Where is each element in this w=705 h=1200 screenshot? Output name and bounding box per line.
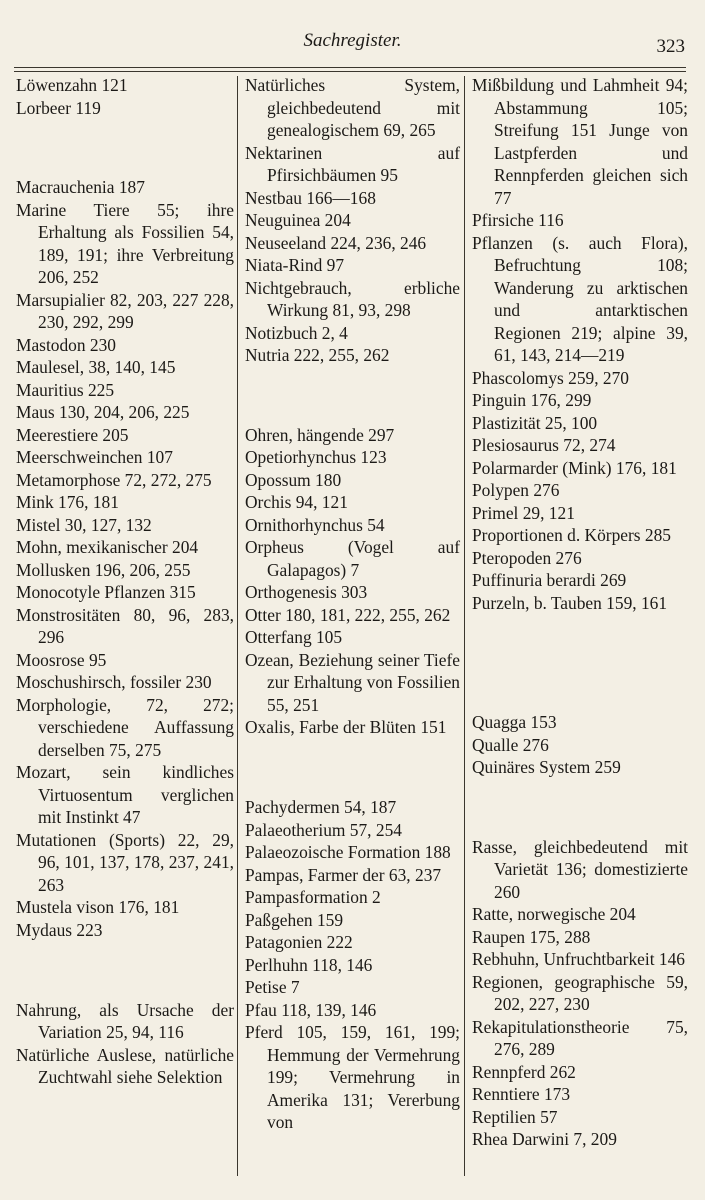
index-entry: Pinguin 176, 299 — [472, 390, 592, 410]
index-entry: Opossum 180 — [245, 469, 342, 490]
index-entry: Renntiere 173 — [472, 1084, 571, 1105]
index-entry: Qualle 276 — [472, 734, 549, 755]
index-entry: Plesiosaurus 72, 274 — [472, 435, 616, 455]
index-entry: Paßgehen 159 — [245, 909, 344, 930]
index-entry: Mollusken 196, 206, 255 — [16, 559, 191, 580]
index-column-2 — [245, 74, 460, 1134]
index-entry: Mutationen (Sports) 22, 29, 96, 101, 137, 178, 237, 241, 263 — [16, 829, 234, 895]
page-number: 323 — [656, 36, 685, 57]
index-entry: Ornithorhynchus 54 — [245, 514, 385, 535]
section-gap — [472, 671, 688, 694]
index-entry: Mistel 30, 127, 132 — [16, 514, 152, 535]
index-entry: Pampasformation 2 — [245, 887, 381, 908]
index-column-1 — [16, 74, 234, 1089]
index-entry: Mauritius 225 — [16, 379, 115, 400]
column-divider — [464, 76, 465, 1176]
index-entry: Moosrose 95 — [16, 649, 107, 670]
index-entry: Mißbildung und Lahmheit 94; Abstammung 105; Streifung 151 Junge von Lastpferden und Rennpferden gleichen sich 77 — [472, 75, 688, 208]
index-entry: Orpheus (Vogel auf Galapagos) 7 — [245, 537, 460, 580]
index-entry: Primel 29, 121 — [472, 502, 575, 523]
running-title: Sachregister. — [303, 30, 402, 51]
index-entry: Niata-Rind 97 — [245, 255, 345, 275]
index-entry: Polarmarder (Mink) 176, 181 — [472, 457, 677, 478]
index-entry: Rhea Darwini 7, 209 — [472, 1129, 617, 1150]
index-entry: Mozart, sein kindliches Virtuosentum verglichen mit Instinkt 47 — [16, 762, 234, 828]
index-entry: Reptilien 57 — [472, 1106, 558, 1127]
index-entry: Lorbeer 119 — [16, 97, 101, 118]
index-entry: Ohren, hängende 297 — [245, 424, 395, 445]
header-rule — [14, 67, 686, 68]
section-gap — [245, 384, 460, 407]
index-entry: Pachydermen 54, 187 — [245, 797, 397, 818]
index-entry: Perlhuhn 118, 146 — [245, 954, 373, 975]
index-entry: Mustela vison 176, 181 — [16, 897, 180, 918]
index-entry: Mydaus 223 — [16, 919, 103, 940]
index-entry: Maulesel, 38, 140, 145 — [16, 357, 176, 378]
index-entry: Orthogenesis 303 — [245, 582, 368, 603]
index-entry: Nestbau 166—168 — [245, 187, 376, 208]
index-entry: Regionen, geographische 59, 202, 227, 230 — [472, 971, 688, 1015]
index-entry: Meerschweinchen 107 — [16, 447, 173, 468]
index-entry: Ratte, norwegische 204 — [472, 904, 636, 925]
index-entry: Raupen 175, 288 — [472, 926, 591, 947]
index-entry: Quagga 153 — [472, 712, 557, 733]
index-entry: Opetiorhynchus 123 — [245, 447, 387, 468]
index-entry: Neuguinea 204 — [245, 210, 351, 230]
index-entry: Metamorphose 72, 272, 275 — [16, 469, 212, 490]
section-gap — [472, 631, 688, 654]
index-entry: Palaeotherium 57, 254 — [245, 819, 402, 840]
index-entry: Mastodon 230 — [16, 334, 116, 355]
index-entry: Monocotyle Pflanzen 315 — [16, 582, 196, 603]
index-entry: Nektarinen auf Pfirsichbäumen 95 — [245, 142, 460, 185]
section-gap — [16, 136, 234, 159]
index-entry: Nahrung, als Ursache der Variation 25, 94, 116 — [16, 999, 234, 1043]
index-entry: Nichtgebrauch, erbliche Wirkung 81, 93, 298 — [245, 277, 460, 320]
index-entry: Pferd 105, 159, 161, 199; Hemmung der Vermehrung 199; Vermehrung in Amerika 131; Vererbung von — [245, 1022, 460, 1133]
index-entry: Petise 7 — [245, 977, 300, 998]
index-entry: Mohn, mexikanischer 204 — [16, 537, 199, 558]
index-entry: Puffinuria berardi 269 — [472, 570, 627, 590]
index-entry: Otter 180, 181, 222, 255, 262 — [245, 604, 451, 625]
index-entry: Rasse, gleichbedeutend mit Varietät 136; domestizierte 260 — [472, 836, 688, 902]
index-entry: Plastizität 25, 100 — [472, 412, 598, 433]
index-entry: Pflanzen (s. auch Flora), Befruchtung 108; Wanderung zu arktischen und antarktischen Regionen 219; alpine 39, 61, 143, 214—219 — [472, 232, 688, 365]
index-entry: Monstrositäten 80, 96, 283, 296 — [16, 604, 234, 648]
index-entry: Marine Tiere 55; ihre Erhaltung als Fossilien 54, 189, 191; ihre Verbreitung 206, 252 — [16, 199, 234, 288]
section-gap — [472, 796, 688, 819]
index-entry: Nutria 222, 255, 262 — [245, 345, 390, 365]
page-header — [0, 30, 705, 60]
index-entry: Quinäres System 259 — [472, 757, 621, 778]
index-entry: Rebhuhn, Unfruchtbarkeit 146 — [472, 949, 685, 970]
index-entry: Palaeozoische Formation 188 — [245, 842, 451, 863]
index-entry: Orchis 94, 121 — [245, 492, 348, 513]
index-entry: Pteropoden 276 — [472, 547, 582, 568]
section-gap — [245, 756, 460, 779]
index-column-3 — [472, 74, 688, 1151]
index-entry: Morphologie, 72, 272; verschiedene Auffassung derselben 75, 275 — [16, 694, 234, 760]
index-entry: Otterfang 105 — [245, 627, 343, 648]
index-entry: Proportionen d. Körpers 285 — [472, 525, 671, 545]
index-entry: Meerestiere 205 — [16, 424, 129, 445]
index-entry: Macrauchenia 187 — [16, 177, 145, 198]
index-entry: Rennpferd 262 — [472, 1061, 576, 1082]
index-entry: Marsupialier 82, 203, 227 228, 230, 292, 299 — [16, 289, 234, 333]
index-entry: Moschushirsch, fossiler 230 — [16, 672, 212, 693]
header-rule-second — [14, 71, 686, 72]
index-entry: Natürliches System, gleichbedeutend mit genealogischem 69, 265 — [245, 75, 460, 140]
index-entry: Pfau 118, 139, 146 — [245, 999, 377, 1020]
index-entry: Maus 130, 204, 206, 225 — [16, 402, 190, 423]
index-entry: Löwenzahn 121 — [16, 75, 128, 95]
index-entry: Pampas, Farmer der 63, 237 — [245, 864, 442, 885]
index-entry: Ozean, Beziehung seiner Tiefe zur Erhaltung von Fossilien 55, 251 — [245, 649, 460, 715]
index-entry: Polypen 276 — [472, 480, 560, 500]
column-divider — [237, 76, 238, 1176]
index-entry: Pfirsiche 116 — [472, 210, 564, 230]
index-entry: Natürliche Auslese, natürliche Zuchtwahl siehe Selektion — [16, 1044, 234, 1088]
index-entry: Mink 176, 181 — [16, 492, 119, 513]
section-gap — [16, 959, 234, 982]
index-entry: Neuseeland 224, 236, 246 — [245, 232, 427, 253]
index-entry: Notizbuch 2, 4 — [245, 322, 348, 343]
index-entry: Purzeln, b. Tauben 159, 161 — [472, 592, 668, 613]
index-entry: Oxalis, Farbe der Blüten 151 — [245, 717, 447, 738]
index-entry: Phascolomys 259, 270 — [472, 367, 629, 388]
index-entry: Patagonien 222 — [245, 932, 353, 953]
index-entry: Rekapitulationstheorie 75, 276, 289 — [472, 1016, 688, 1060]
